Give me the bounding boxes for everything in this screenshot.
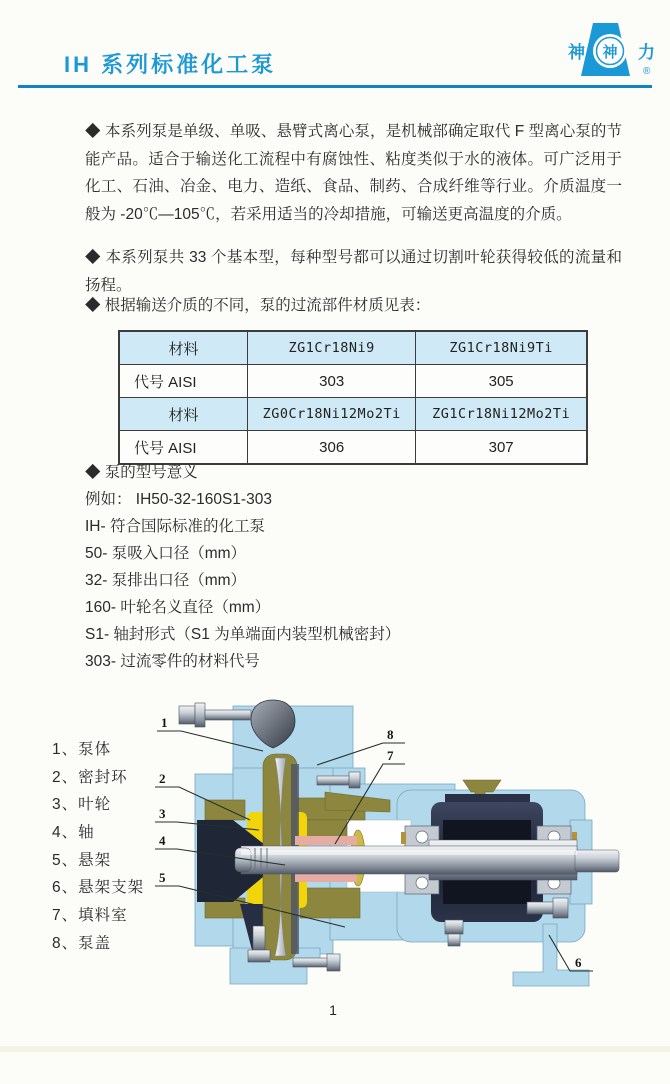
parts-legend-item: 5、悬架 bbox=[52, 851, 112, 869]
model-meaning-line: S1- 轴封形式（S1 为单端面内装型机械密封） bbox=[85, 626, 401, 643]
table-cell: 303 bbox=[248, 365, 416, 398]
model-meaning-line: 例如： IH50-32-160S1-303 bbox=[85, 491, 272, 508]
page-number: 1 bbox=[329, 1002, 337, 1018]
table-cell: 306 bbox=[248, 431, 416, 465]
callout-2: 2 bbox=[159, 771, 166, 786]
logo-right-char: 力 bbox=[638, 43, 655, 62]
table-cell: 材料 bbox=[119, 331, 248, 365]
callout-1: 1 bbox=[161, 715, 168, 730]
callout-3: 3 bbox=[159, 806, 166, 821]
callout-8: 8 bbox=[387, 727, 394, 742]
shaft bbox=[235, 840, 619, 880]
table-row bbox=[119, 398, 587, 431]
parts-legend-item: 6、悬架支架 bbox=[52, 879, 145, 897]
callout-5: 5 bbox=[159, 870, 166, 885]
table-cell: 305 bbox=[416, 365, 587, 398]
parts-legend-item: 3、叶轮 bbox=[52, 796, 112, 814]
model-meaning-heading: ◆ 泵的型号意义 bbox=[85, 464, 198, 481]
model-meaning-line: 32- 泵排出口径（mm） bbox=[85, 572, 247, 589]
pump-cross-section-diagram bbox=[145, 672, 665, 1002]
model-meaning-line: 303- 过流零件的材料代号 bbox=[85, 653, 260, 670]
model-meaning-line: IH- 符合国际标准的化工泵 bbox=[85, 518, 265, 535]
table-cell: ZG1Cr18Ni9 bbox=[248, 331, 416, 365]
brand-logo bbox=[560, 18, 660, 82]
parts-legend-item: 1、泵体 bbox=[52, 741, 112, 758]
model-meaning-line: 160- 叶轮名义直径（mm） bbox=[85, 599, 271, 616]
parts-legend bbox=[52, 736, 144, 958]
callout-6: 6 bbox=[575, 955, 582, 970]
table-row bbox=[119, 331, 587, 365]
table-cell: 307 bbox=[416, 431, 587, 465]
table-row bbox=[119, 365, 587, 398]
materials-table bbox=[118, 330, 588, 465]
header-divider bbox=[18, 85, 652, 88]
intro-paragraph: ◆ 根据输送介质的不同，泵的过流部件材质见表： bbox=[85, 297, 431, 314]
parts-legend-item: 2、密封环 bbox=[52, 768, 128, 786]
model-meaning-section bbox=[85, 459, 400, 675]
model-meaning-line: 50- 泵吸入口径（mm） bbox=[85, 545, 247, 562]
table-cell: 代号 AISI bbox=[119, 365, 248, 398]
callout-4: 4 bbox=[159, 833, 166, 848]
parts-legend-item: 4、轴 bbox=[52, 824, 95, 842]
intro-paragraph: ◆ 本系列泵共 33 个基本型，每种型号都可以通过切割叶轮获得较低的流量和扬程。 bbox=[85, 249, 622, 294]
page-title: IH 系列标准化工泵 bbox=[64, 52, 277, 77]
intro-paragraph: ◆ 本系列泵是单级、单吸、悬臂式离心泵，是机械部确定取代 F 型离心泵的节能产品。适合于输送化工流程中有腐蚀性、粘度类似于水的液体。可广泛用于化工、石油、冶金、电力、造纸、食品、制药、合成纤维等行业。介质温度一般为 -20℃—105℃，若采用适当的冷却措施，可输送更高温度的介质。 bbox=[85, 123, 622, 223]
scan-artifact-band bbox=[0, 1046, 670, 1052]
table-cell: 代号 AISI bbox=[119, 431, 248, 465]
table-cell: ZG1Cr18Ni12Mo2Ti bbox=[416, 398, 587, 431]
parts-legend-item: 7、填料室 bbox=[52, 907, 128, 925]
parts-legend-item: 8、泵盖 bbox=[52, 934, 112, 952]
table-cell: ZG1Cr18Ni9Ti bbox=[416, 331, 587, 365]
callout-7: 7 bbox=[387, 748, 394, 763]
table-cell: ZG0Cr18Ni12Mo2Ti bbox=[248, 398, 416, 431]
logo-center-char: 神 bbox=[602, 44, 618, 61]
registered-mark: ® bbox=[643, 66, 651, 77]
table-cell: 材料 bbox=[119, 398, 248, 431]
logo-left-char: 神 bbox=[568, 43, 585, 62]
